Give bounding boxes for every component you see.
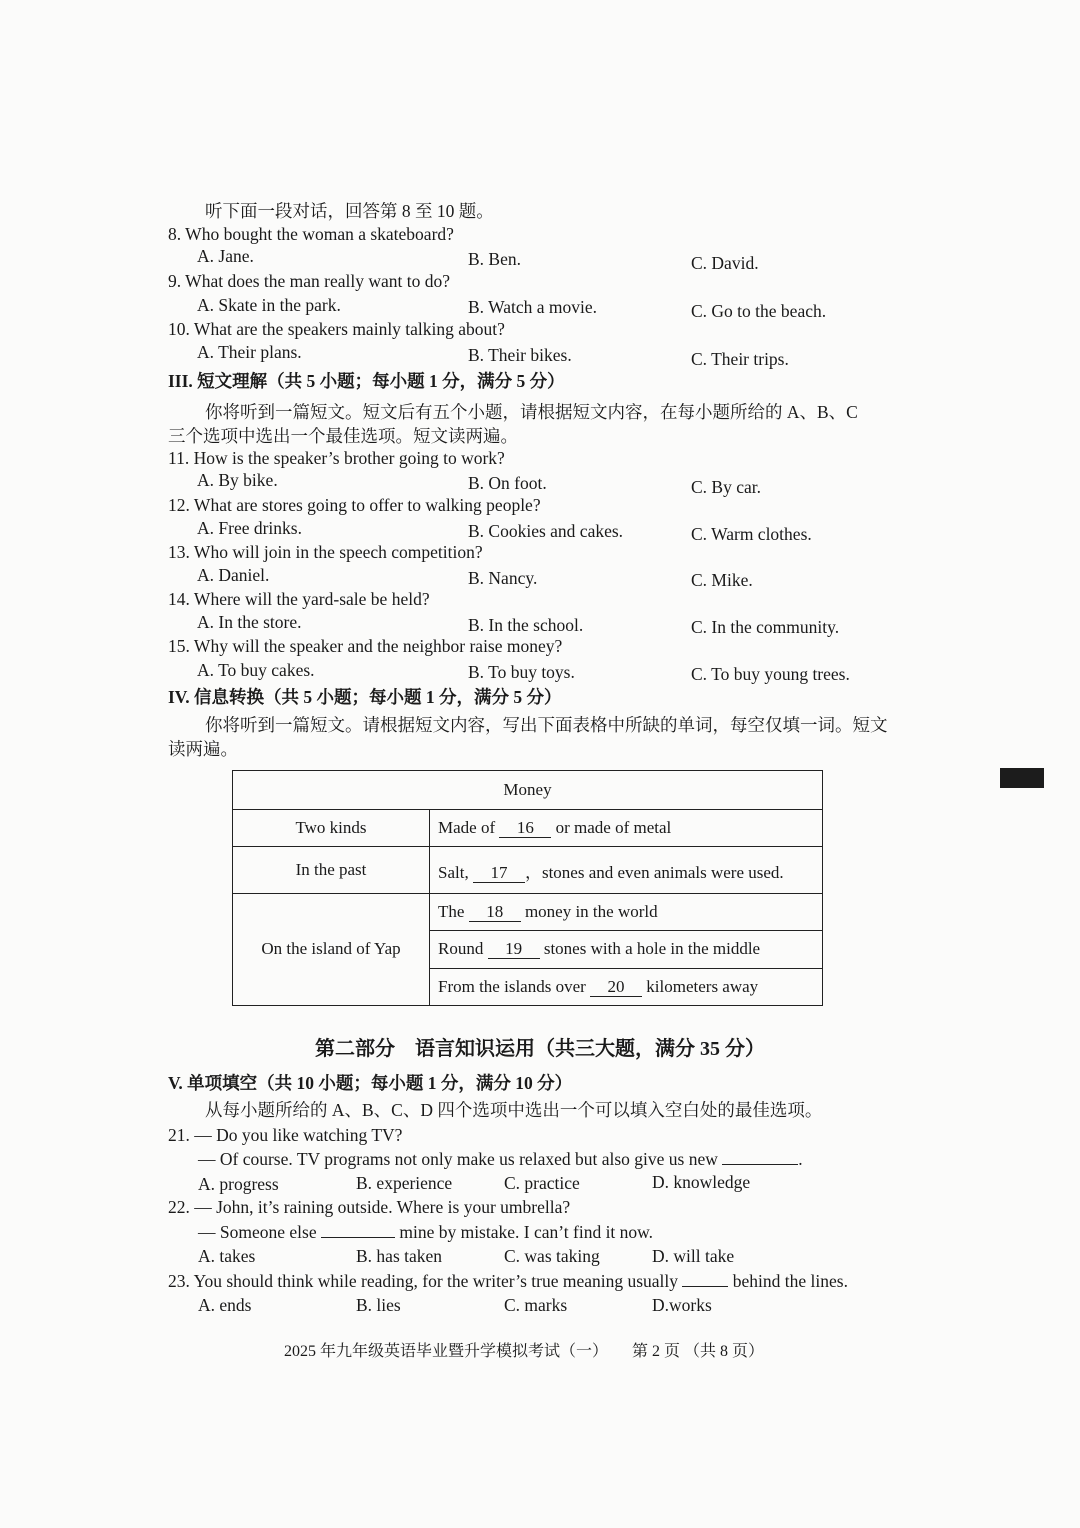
q23-option-a: A. ends: [198, 1295, 252, 1315]
question-15: 15. Why will the speaker and the neighbor raise money?: [168, 636, 563, 656]
blank-18: 18: [469, 903, 521, 922]
q12-option-a: A. Free drinks.: [197, 518, 302, 538]
question-21-line-2: [198, 1149, 803, 1170]
section-3-instruction-1: 你将听到一篇短文。短文后有五个小题，请根据短文内容，在每小题所给的 A、B、C: [205, 402, 858, 422]
blank-19: 19: [488, 940, 540, 959]
q11-option-b: B. On foot.: [468, 473, 547, 493]
table-header: Money: [233, 771, 823, 810]
section-4-instruction-1: 你将听到一篇短文。请根据短文内容，写出下面表格中所缺的单词，每空仅填一词。短文: [205, 715, 888, 735]
intro-8-10: 听下面一段对话，回答第 8 至 10 题。: [205, 201, 494, 221]
q9-option-c: C. Go to the beach.: [691, 301, 827, 321]
row-in-the-past-content: [430, 847, 823, 893]
question-22-line-2: [198, 1222, 653, 1243]
q21-option-b: B. experience: [356, 1173, 453, 1193]
question-12: 12. What are stores going to offer to walking people?: [168, 495, 541, 515]
question-10: 10. What are the speakers mainly talking about?: [168, 319, 505, 339]
q12-option-b: B. Cookies and cakes.: [468, 521, 624, 541]
row-yap-a-content: [430, 893, 823, 930]
row2-text-pre: Salt,: [438, 862, 469, 882]
blank-17: 17: [473, 864, 525, 883]
q23-text-post: behind the lines.: [732, 1271, 848, 1291]
row1-text-post: or made of metal: [555, 818, 672, 838]
blank-23: [682, 1286, 728, 1287]
row3b-text-post: stones with a hole in the middle: [543, 939, 761, 959]
q22-option-c: C. was taking: [504, 1246, 600, 1266]
section-5-instruction: 从每小题所给的 A、B、C、D 四个选项中选出一个可以填入空白处的最佳选项。: [205, 1100, 823, 1120]
q15-option-c: C. To buy young trees.: [691, 664, 850, 684]
q23-option-c: C. marks: [504, 1295, 568, 1315]
q10-option-b: B. Their bikes.: [468, 345, 572, 365]
row3c-text-post: kilometers away: [646, 976, 759, 996]
question-14: 14. Where will the yard-sale be held?: [168, 589, 430, 609]
row-label-two-kinds: Two kinds: [233, 810, 430, 847]
q13-option-a: A. Daniel.: [197, 565, 270, 585]
blank-21: [722, 1164, 798, 1165]
q14-option-a: A. In the store.: [197, 612, 302, 632]
q15-option-a: A. To buy cakes.: [197, 660, 315, 680]
row-yap-c-content: [430, 968, 823, 1005]
q23-text-pre: 23. You should think while reading, for the writer’s true meaning usually: [168, 1271, 679, 1291]
q22-text-pre: — Someone else: [198, 1222, 317, 1242]
row-yap-b-content: [430, 931, 823, 968]
q14-option-b: B. In the school.: [468, 615, 584, 635]
q11-option-c: C. By car.: [691, 477, 761, 497]
question-21-line-1: 21. — Do you like watching TV?: [168, 1125, 403, 1145]
row3c-text-pre: From the islands over: [438, 976, 586, 996]
q22-option-d: D. will take: [652, 1246, 735, 1266]
section-4-instruction-2: 读两遍。: [168, 739, 238, 759]
q21-option-d: D. knowledge: [652, 1172, 751, 1192]
question-11: 11. How is the speaker’s brother going to work?: [168, 448, 505, 468]
q13-option-c: C. Mike.: [691, 570, 753, 590]
q22-option-a: A. takes: [198, 1246, 256, 1266]
section-5-title: V. 单项填空（共 10 小题；每小题 1 分，满分 10 分）: [168, 1073, 573, 1093]
row1-text-pre: Made of: [438, 818, 496, 838]
q9-option-b: B. Watch a movie.: [468, 297, 598, 317]
q12-option-c: C. Warm clothes.: [691, 524, 812, 544]
q10-option-c: C. Their trips.: [691, 349, 789, 369]
question-13: 13. Who will join in the speech competition?: [168, 542, 483, 562]
q9-option-a: A. Skate in the park.: [197, 295, 341, 315]
section-4-title: IV. 信息转换（共 5 小题；每小题 1 分，满分 5 分）: [168, 687, 562, 707]
q11-option-a: A. By bike.: [197, 470, 278, 490]
q14-option-c: C. In the community.: [691, 617, 840, 637]
row-two-kinds-content: [430, 810, 823, 847]
q23-option-b: B. lies: [356, 1295, 401, 1315]
row-label-in-the-past: In the past: [233, 847, 430, 893]
q21-text-post: .: [798, 1149, 803, 1169]
q8-option-c: C. David.: [691, 253, 759, 273]
row3a-text-post: money in the world: [524, 901, 658, 921]
row3a-text-pre: The: [438, 901, 465, 921]
money-info-table: [232, 770, 823, 1006]
row2-text-post: ，stones and even animals were used.: [524, 862, 784, 882]
row3b-text-pre: Round: [438, 939, 484, 959]
q22-option-b: B. has taken: [356, 1246, 443, 1266]
question-23: [168, 1271, 848, 1292]
q21-text-pre: — Of course. TV programs not only make us relaxed but also give us new: [198, 1149, 718, 1169]
q8-option-b: B. Ben.: [468, 249, 521, 269]
page-footer: 2025 年九年级英语毕业暨升学模拟考试（一） 第 2 页 （共 8 页）: [284, 1343, 765, 1360]
q22-text-post: mine by mistake. I can’t find it now.: [399, 1222, 654, 1242]
section-3-instruction-2: 三个选项中选出一个最佳选项。短文读两遍。: [168, 426, 518, 446]
question-22-line-1: 22. — John, it’s raining outside. Where is your umbrella?: [168, 1197, 571, 1217]
q21-option-c: C. practice: [504, 1173, 580, 1193]
q21-option-a: A. progress: [198, 1174, 279, 1194]
q10-option-a: A. Their plans.: [197, 342, 302, 362]
blank-20: 20: [590, 978, 642, 997]
blank-22: [321, 1237, 395, 1238]
blank-16: 16: [499, 819, 551, 838]
q13-option-b: B. Nancy.: [468, 568, 538, 588]
part-2-title: 第二部分 语言知识运用（共三大题，满分 35 分）: [315, 1038, 765, 1060]
q15-option-b: B. To buy toys.: [468, 662, 575, 682]
row-label-island-of-yap: On the island of Yap: [233, 893, 430, 1005]
binding-margin-mark: [1000, 768, 1044, 788]
question-9: 9. What does the man really want to do?: [168, 271, 451, 291]
question-8: 8. Who bought the woman a skateboard?: [168, 224, 454, 244]
q8-option-a: A. Jane.: [197, 246, 254, 266]
section-3-title: III. 短文理解（共 5 小题；每小题 1 分，满分 5 分）: [168, 371, 565, 391]
q23-option-d: D.works: [652, 1295, 712, 1315]
